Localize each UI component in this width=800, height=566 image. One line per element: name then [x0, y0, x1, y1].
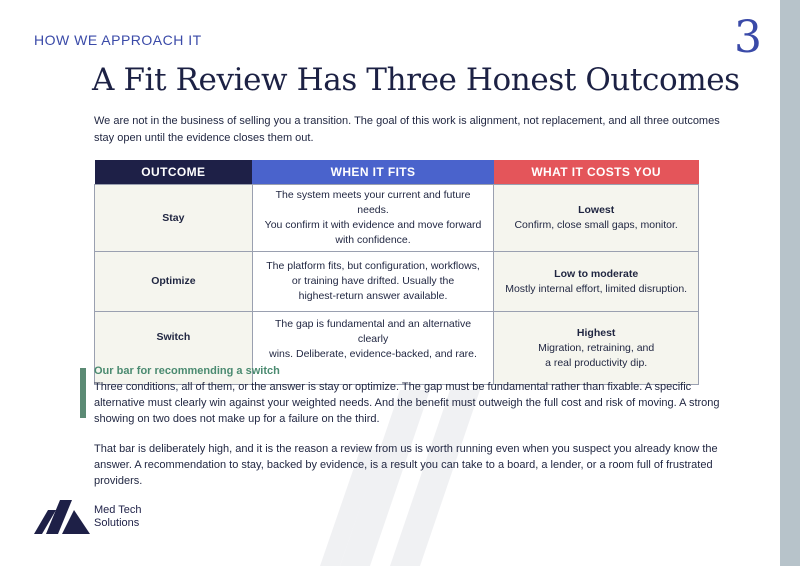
callout-body: Three conditions, all of them, or the answer is stay or optimize. The gap must be fundamental rather than fixable. A specific alternative must clearly win against your weighted needs. And the benefit must outweigh the full cost and risk of moving. A strong showing on two does not make up for a failure on the third. — [94, 381, 720, 425]
callout-accent-bar — [80, 368, 86, 418]
outcome-cell: Switch — [95, 312, 253, 385]
outcomes-table — [94, 160, 699, 385]
fits-text: The system meets your current and future needs. You confirm it with evidence and move forward with confidence. — [264, 189, 482, 246]
cost-level: Lowest — [578, 204, 615, 216]
table-row — [95, 252, 699, 312]
cost-cell — [494, 252, 699, 312]
fits-text: The platform fits, but configuration, workflows, or training have drifted. Usually the highest-return answer available. — [266, 260, 480, 302]
intro-paragraph: We are not in the business of selling you a transition. The goal of this work is alignment, not replacement, and all three outcomes stay open until the evidence closes them out. — [94, 115, 720, 144]
callout-heading: Our bar for recommending a switch — [94, 365, 280, 377]
cost-level: Low to moderate — [554, 267, 639, 280]
header-outcome: OUTCOME — [95, 160, 253, 185]
cost-detail: Mostly internal effort, limited disruption. — [505, 282, 688, 295]
header-what-it-costs: WHAT IT COSTS YOU — [494, 160, 699, 185]
right-edge-bar — [780, 0, 800, 566]
table-row — [95, 185, 699, 252]
table-header-row — [95, 160, 699, 185]
closing-paragraph: That bar is deliberately high, and it is the reason a review from us is worth running even when you suspect you already know the answer. A recommendation to stay, backed by evidence, is a result you can take to a board, a lender, or a room full of frustrated providers. — [94, 443, 718, 487]
cost-detail: Confirm, close small gaps, monitor. — [514, 219, 678, 231]
med-tech-logo-mark-icon — [34, 496, 90, 534]
fits-text: The gap is fundamental and an alternative clearly wins. Deliberate, evidence-backed, and rare. — [269, 318, 477, 360]
switch-bar-callout — [80, 364, 730, 427]
outcome-cell: Optimize — [95, 252, 253, 312]
page-title: A Fit Review Has Three Honest Outcomes — [92, 62, 740, 98]
logo-company-name: Med Tech Solutions — [94, 504, 142, 529]
cost-detail: Migration, retraining, and a real productivity dip. — [538, 341, 655, 369]
section-eyebrow: HOW WE APPROACH IT — [34, 32, 202, 48]
cost-level: Highest — [576, 326, 616, 339]
page-number: 3 — [734, 12, 762, 63]
outcome-cell: Stay — [95, 185, 253, 252]
cost-cell — [494, 185, 699, 252]
header-when-it-fits: WHEN IT FITS — [252, 160, 494, 185]
fits-cell — [252, 252, 494, 312]
fits-cell — [252, 185, 494, 252]
company-logo — [34, 494, 194, 538]
